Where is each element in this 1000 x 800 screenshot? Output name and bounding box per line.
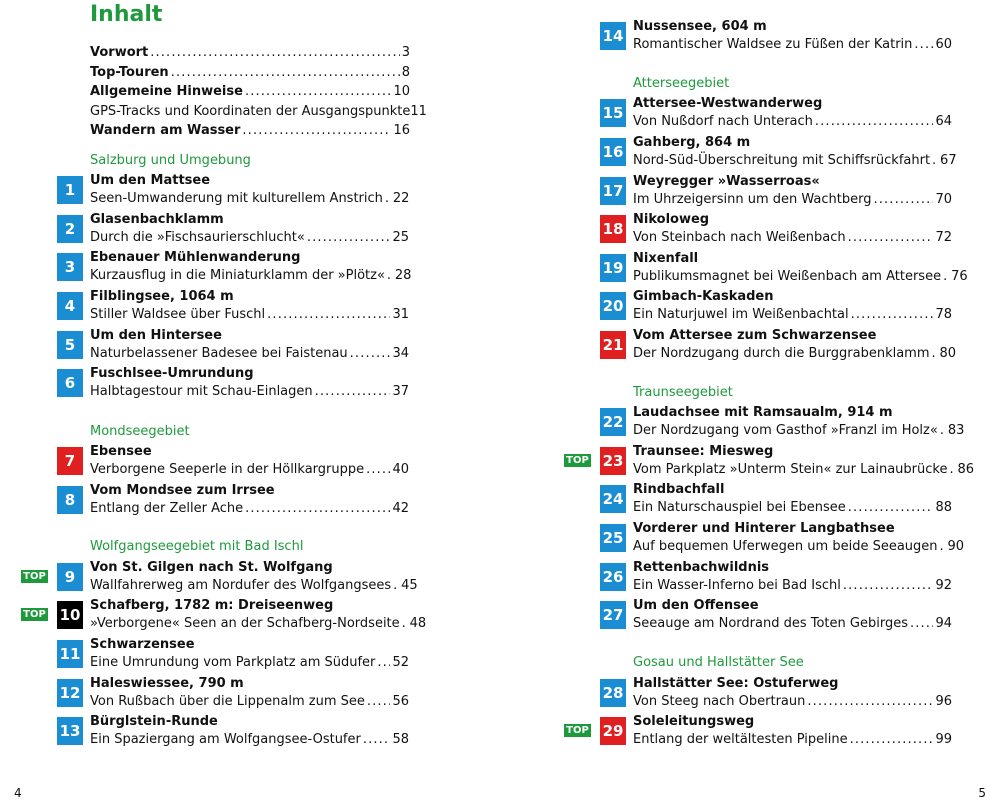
tour-subtitle-line [633, 500, 952, 518]
tour-number-badge: 19 [600, 254, 626, 282]
toc-item-page: 8 [401, 65, 410, 80]
top-tour-badge: TOP [21, 570, 48, 583]
tour-number-badge: 5 [57, 331, 83, 359]
tour-number-badge: 17 [600, 177, 626, 205]
tour-subtitle-line [90, 655, 409, 673]
tour-page-number: 25 [392, 230, 409, 245]
tour-subtitle: Durch die »Fischsaurierschlucht« [90, 230, 305, 245]
toc-item-title: Allgemeine Hinweise [90, 84, 243, 99]
tour-subtitle-line [633, 230, 952, 248]
tour-number-badge: 13 [57, 717, 83, 745]
tour-page-number: 67 [940, 153, 957, 168]
tour-page-number: 52 [392, 655, 409, 670]
tour-number-badge: 2 [57, 215, 83, 243]
dot-leader [367, 694, 391, 709]
tour-page-number: 58 [392, 732, 409, 747]
tour-subtitle: Eine Umrundung vom Parkplatz am Südufer [90, 655, 376, 670]
tour-subtitle: Verborgene Seeperle in der Höllkargruppe [90, 462, 365, 477]
tour-subtitle-line [633, 694, 952, 712]
tour-number-badge: 10 [57, 601, 83, 629]
tour-subtitle: Publikumsmagnet bei Weißenbach am Attersee [633, 269, 942, 284]
dot-leader [307, 230, 391, 245]
tour-number-badge: 22 [600, 408, 626, 436]
tour-page-number: 90 [947, 539, 965, 554]
dot-leader [402, 616, 408, 631]
dot-leader [366, 462, 390, 477]
tour-subtitle-line [633, 37, 952, 55]
tour-title: Hallstätter See: Ostuferweg [633, 676, 839, 691]
tour-subtitle: Entlang der weltältesten Pipeline [633, 732, 848, 747]
tour-page-number: 31 [392, 307, 409, 322]
tour-page-number: 28 [394, 268, 412, 283]
tour-subtitle-line [633, 616, 952, 634]
toc-item-page: 10 [393, 84, 410, 99]
tour-page-number: 60 [935, 37, 952, 52]
tour-title: Gahberg, 864 m [633, 135, 751, 150]
top-tour-badge: TOP [21, 608, 48, 621]
tour-subtitle-line [90, 732, 409, 750]
tour-number-badge: 16 [600, 138, 626, 166]
tour-title: Vom Attersee zum Schwarzensee [633, 328, 877, 343]
tour-title: Soleleitungsweg [633, 714, 755, 729]
tour-title: Filblingsee, 1064 m [90, 289, 234, 304]
tour-subtitle: Stiller Waldsee über Fuschl [90, 307, 266, 322]
toc-front-item[interactable] [90, 45, 410, 65]
tour-page-number: 88 [935, 500, 952, 515]
tour-subtitle: Von Nußdorf nach Unterach [633, 114, 813, 129]
tour-subtitle: Seen-Umwanderung mit kulturellem Anstrich [90, 191, 383, 206]
top-tour-badge: TOP [564, 454, 591, 467]
tour-subtitle: Ein Spaziergang am Wolfgangsee-Ostufer [90, 732, 361, 747]
tour-title: Um den Offensee [633, 598, 759, 613]
tour-number-badge: 23 [600, 447, 626, 475]
tour-title: Laudachsee mit Ramsaualm, 914 m [633, 405, 893, 420]
tour-title: Attersee-Westwanderweg [633, 96, 823, 111]
tour-subtitle: Kurzausflug in die Miniaturklamm der »Plötz« [90, 268, 385, 283]
toc-item-title: Vorwort [90, 45, 149, 60]
tour-subtitle-line [633, 269, 968, 287]
tour-subtitle: Im Uhrzeigersinn um den Wachtberg [633, 192, 872, 207]
section-heading: Atterseegebiet [633, 76, 730, 91]
tour-subtitle-line [90, 462, 409, 480]
dot-leader [807, 694, 933, 709]
tour-title: Haleswiessee, 790 m [90, 676, 244, 691]
dot-leader [387, 268, 393, 283]
dot-leader [377, 655, 390, 670]
dot-leader [350, 346, 391, 361]
tour-page-number: 83 [947, 423, 965, 438]
tour-number-badge: 18 [600, 215, 626, 243]
tour-title: Rettenbachwildnis [633, 560, 770, 575]
tour-page-number: 70 [935, 192, 952, 207]
tour-title: Nikoloweg [633, 212, 710, 227]
tour-subtitle-line [90, 307, 409, 325]
tour-number-badge: 12 [57, 679, 83, 707]
toc-front-item[interactable] [90, 84, 410, 104]
tour-subtitle: Nord-Süd-Überschreitung mit Schiffsrückfahrt [633, 153, 931, 168]
tour-page-number: 92 [935, 578, 952, 593]
tour-subtitle-line [90, 578, 418, 596]
tour-number-badge: 21 [600, 331, 626, 359]
dot-leader [843, 578, 934, 593]
section-heading: Gosau und Hallstätter See [633, 655, 804, 670]
tour-subtitle: Von Steeg nach Obertraun [633, 694, 806, 709]
dot-leader [363, 732, 391, 747]
tour-subtitle: Vom Parkplatz »Unterm Stein« zur Lainaubrücke [633, 462, 948, 477]
tour-subtitle-line [90, 501, 409, 519]
tour-number-badge: 15 [600, 99, 626, 127]
tour-title: Traunsee: Miesweg [633, 444, 774, 459]
tour-title: Von St. Gilgen nach St. Wolfgang [90, 560, 333, 575]
tour-title: Nixenfall [633, 251, 699, 266]
dot-leader [932, 153, 938, 168]
contents-heading: Inhalt [90, 2, 163, 27]
tour-title: Um den Mattsee [90, 173, 211, 188]
page-number: 4 [14, 786, 22, 800]
toc-item-title: GPS-Tracks und Koordinaten der Ausgangspunkte [90, 104, 411, 119]
tour-subtitle-line [633, 346, 957, 364]
tour-page-number: 86 [957, 462, 975, 477]
tour-number-badge: 9 [57, 563, 83, 591]
tour-number-badge: 20 [600, 292, 626, 320]
tour-page-number: 56 [392, 694, 409, 709]
tour-subtitle: Auf bequemen Uferwegen um beide Seeaugen [633, 539, 938, 554]
tour-number-badge: 28 [600, 679, 626, 707]
tour-subtitle-line [90, 191, 409, 209]
dot-leader [943, 269, 949, 284]
dot-leader [910, 616, 933, 631]
tour-subtitle-line [633, 307, 952, 325]
tour-title: Ebensee [90, 444, 152, 459]
tour-page-number: 96 [935, 694, 952, 709]
tour-page-number: 76 [951, 269, 968, 284]
tour-number-badge: 3 [57, 253, 83, 281]
tour-subtitle-line [633, 462, 975, 480]
tour-title: Nussensee, 604 m [633, 19, 767, 34]
tour-number-badge: 6 [57, 369, 83, 397]
section-heading: Traunseegebiet [633, 385, 733, 400]
tour-number-badge: 4 [57, 292, 83, 320]
tour-subtitle: Ein Naturschauspiel bei Ebensee [633, 500, 846, 515]
tour-subtitle: Ein Wasser-Inferno bei Bad Ischl [633, 578, 841, 593]
top-tour-badge: TOP [564, 724, 591, 737]
tour-number-badge: 8 [57, 486, 83, 514]
dot-leader [850, 732, 934, 747]
tour-title: Weyregger »Wasserroas« [633, 174, 820, 189]
dot-leader [949, 462, 955, 477]
dot-leader [815, 114, 934, 129]
tour-number-badge: 11 [57, 640, 83, 668]
section-heading: Salzburg und Umgebung [90, 153, 251, 168]
tour-subtitle: Seeauge am Nordrand des Toten Gebirges [633, 616, 908, 631]
tour-page-number: 22 [392, 191, 410, 206]
tour-subtitle-line [90, 694, 409, 712]
toc-item-page: 3 [401, 45, 410, 60]
tour-subtitle: Halbtagestour mit Schau-Einlagen [90, 384, 313, 399]
tour-number-badge: 26 [600, 563, 626, 591]
dot-leader [245, 84, 392, 99]
dot-leader [932, 346, 938, 361]
tour-subtitle: Entlang der Zeller Ache [90, 501, 244, 516]
tour-page-number: 94 [935, 616, 952, 631]
tour-title: Schwarzensee [90, 637, 195, 652]
tour-subtitle-line [90, 616, 427, 634]
section-heading: Mondseegebiet [90, 424, 190, 439]
tour-page-number: 42 [392, 501, 409, 516]
tour-subtitle: Naturbelassener Badesee bei Faistenau [90, 346, 348, 361]
dot-leader [848, 500, 934, 515]
dot-leader [315, 384, 391, 399]
tour-subtitle-line [633, 114, 952, 132]
tour-subtitle: »Verborgene« Seen an der Schafberg-Nordseite [90, 616, 400, 631]
toc-item-title: Wandern am Wasser [90, 123, 241, 138]
tour-subtitle-line [633, 192, 952, 210]
tour-subtitle: Wallfahrerweg am Nordufer des Wolfgangsees [90, 578, 392, 593]
tour-subtitle-line [633, 153, 957, 171]
dot-leader [940, 539, 946, 554]
tour-title: Vom Mondsee zum Irrsee [90, 483, 275, 498]
tour-page-number: 64 [935, 114, 952, 129]
dot-leader [385, 191, 391, 206]
dot-leader [940, 423, 946, 438]
tour-subtitle-line [90, 384, 409, 402]
tour-title: Glasenbachklamm [90, 212, 224, 227]
toc-item-title: Top-Touren [90, 65, 169, 80]
tour-subtitle-line [633, 539, 965, 557]
dot-leader [242, 123, 391, 138]
tour-number-badge: 7 [57, 447, 83, 475]
dot-leader [393, 578, 399, 593]
tour-title: Gimbach-Kaskaden [633, 289, 774, 304]
tour-subtitle: Der Nordzugang vom Gasthof »Franzl im Holz« [633, 423, 938, 438]
tour-subtitle-line [90, 268, 412, 286]
tour-page-number: 72 [935, 230, 952, 245]
toc-front-item[interactable] [90, 123, 410, 143]
tour-page-number: 80 [939, 346, 957, 361]
tour-subtitle: Von Rußbach über die Lippenalm zum See [90, 694, 365, 709]
tour-page-number: 45 [401, 578, 418, 593]
tour-number-badge: 1 [57, 176, 83, 204]
tour-number-badge: 24 [600, 485, 626, 513]
tour-page-number: 48 [409, 616, 427, 631]
tour-subtitle: Von Steinbach nach Weißenbach [633, 230, 846, 245]
tour-number-badge: 14 [600, 22, 626, 50]
toc-front-item[interactable] [90, 104, 427, 124]
tour-title: Fuschlsee-Umrundung [90, 366, 254, 381]
tour-subtitle: Ein Naturjuwel im Weißenbachtal [633, 307, 849, 322]
tour-subtitle: Der Nordzugang durch die Burggrabenklamm [633, 346, 930, 361]
page-number: 5 [978, 786, 986, 800]
dot-leader [245, 501, 390, 516]
dot-leader [914, 37, 933, 52]
tour-subtitle-line [633, 578, 952, 596]
section-heading: Wolfgangseegebiet mit Bad Ischl [90, 539, 304, 554]
tour-title: Schafberg, 1782 m: Dreiseenweg [90, 598, 334, 613]
dot-leader [150, 45, 399, 60]
tour-page-number: 40 [392, 462, 409, 477]
toc-item-page: 16 [393, 123, 410, 138]
tour-title: Um den Hintersee [90, 328, 222, 343]
dot-leader [851, 307, 934, 322]
toc-item-page: 11 [410, 104, 427, 119]
tour-number-badge: 25 [600, 524, 626, 552]
tour-page-number: 37 [392, 384, 409, 399]
tour-page-number: 78 [935, 307, 952, 322]
right-page [500, 0, 1000, 800]
toc-front-item[interactable] [90, 65, 410, 85]
dot-leader [848, 230, 934, 245]
dot-leader [171, 65, 400, 80]
tour-subtitle-line [633, 423, 965, 441]
tour-page-number: 34 [392, 346, 409, 361]
tour-number-badge: 27 [600, 601, 626, 629]
tour-title: Vorderer und Hinterer Langbathsee [633, 521, 895, 536]
tour-subtitle-line [90, 230, 409, 248]
tour-subtitle: Romantischer Waldsee zu Füßen der Katrin [633, 37, 913, 52]
tour-subtitle-line [633, 732, 952, 750]
tour-subtitle-line [90, 346, 409, 364]
tour-title: Bürglstein-Runde [90, 714, 218, 729]
tour-page-number: 99 [935, 732, 952, 747]
dot-leader [267, 307, 390, 322]
tour-number-badge: 29 [600, 717, 626, 745]
dot-leader [874, 192, 934, 207]
tour-title: Rindbachfall [633, 482, 725, 497]
tour-title: Ebenauer Mühlenwanderung [90, 250, 301, 265]
